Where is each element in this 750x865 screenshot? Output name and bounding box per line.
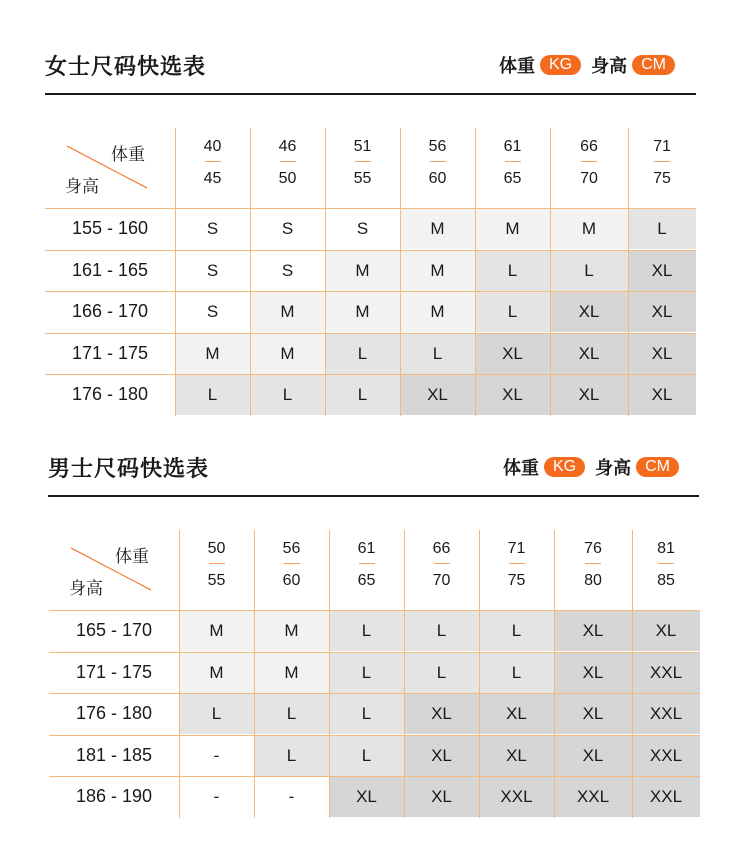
weight-range-min: 66 xyxy=(432,540,451,557)
column-divider xyxy=(400,128,401,416)
weight-range-max: 50 xyxy=(278,170,297,187)
men-header-rule xyxy=(48,495,699,497)
weight-range-min: 56 xyxy=(428,138,447,155)
weight-range-min: 51 xyxy=(353,138,372,155)
weight-range-max: 55 xyxy=(207,572,226,589)
column-divider xyxy=(179,530,180,818)
row-divider xyxy=(45,374,696,375)
column-divider xyxy=(250,128,251,416)
weight-range-header xyxy=(632,530,700,610)
column-divider xyxy=(325,128,326,416)
weight-range-header xyxy=(250,128,325,208)
size-cell: XL xyxy=(554,652,632,693)
weight-range-min: 71 xyxy=(507,540,526,557)
size-cell: XXL xyxy=(632,693,700,734)
range-separator xyxy=(505,161,521,162)
column-divider xyxy=(254,530,255,818)
range-separator xyxy=(509,563,525,564)
weight-range-max: 75 xyxy=(507,572,526,589)
range-separator xyxy=(209,563,225,564)
range-separator xyxy=(359,563,375,564)
size-cell: XL xyxy=(554,610,632,651)
row-height-label: 176 - 180 xyxy=(75,703,153,723)
size-cell: XL xyxy=(404,776,479,817)
weight-range-max: 55 xyxy=(353,170,372,187)
size-cell: M xyxy=(400,250,475,291)
weight-range-header xyxy=(628,128,696,208)
size-cell: - xyxy=(179,776,254,817)
height-label: 身高 xyxy=(595,458,632,478)
size-cell: M xyxy=(250,291,325,332)
size-cell: XXL xyxy=(632,652,700,693)
size-cell: L xyxy=(404,652,479,693)
weight-range-max: 60 xyxy=(282,572,301,589)
size-cell: L xyxy=(400,333,475,374)
weight-range-min: 61 xyxy=(503,138,522,155)
size-cell: L xyxy=(550,250,628,291)
range-separator xyxy=(434,563,450,564)
size-cell: XL xyxy=(628,291,696,332)
weight-range-header xyxy=(475,128,550,208)
weight-range-header xyxy=(404,530,479,610)
row-height-label: 161 - 165 xyxy=(71,259,149,280)
row-divider xyxy=(45,250,696,251)
weight-range-header xyxy=(179,530,254,610)
size-cell: XL xyxy=(479,735,554,776)
size-cell: XL xyxy=(632,610,700,651)
row-divider xyxy=(45,208,696,209)
height-unit-badge: CM xyxy=(632,55,675,75)
weight-range-header xyxy=(400,128,475,208)
size-cell: S xyxy=(175,250,250,291)
size-cell: XXL xyxy=(632,776,700,817)
weight-range-max: 70 xyxy=(432,572,451,589)
size-cell: L xyxy=(329,610,404,651)
size-cell: M xyxy=(400,208,475,249)
weight-range-max: 80 xyxy=(584,572,602,589)
size-cell: XL xyxy=(554,735,632,776)
range-separator xyxy=(205,161,221,162)
size-cell: L xyxy=(254,735,329,776)
size-cell: M xyxy=(475,208,550,249)
range-separator xyxy=(280,161,296,162)
weight-range-min: 40 xyxy=(203,138,222,155)
size-cell: M xyxy=(400,291,475,332)
row-height-label: 166 - 170 xyxy=(71,301,149,321)
weight-range-header xyxy=(554,530,632,610)
weight-range-min: 71 xyxy=(653,138,671,155)
size-cell: S xyxy=(250,208,325,249)
size-cell: XXL xyxy=(479,776,554,817)
corner-weight-label: 体重 xyxy=(111,145,145,164)
size-cell: S xyxy=(175,208,250,249)
height-label: 身高 xyxy=(591,56,628,76)
size-cell: L xyxy=(325,374,400,415)
weight-range-min: 76 xyxy=(584,540,602,557)
size-cell: XL xyxy=(554,693,632,734)
weight-label: 体重 xyxy=(498,56,535,76)
range-separator xyxy=(284,563,300,564)
size-cell: XL xyxy=(475,374,550,415)
size-cell: S xyxy=(250,250,325,291)
size-cell: L xyxy=(175,374,250,415)
size-cell: L xyxy=(479,610,554,651)
row-divider xyxy=(45,291,696,292)
weight-range-header xyxy=(325,128,400,208)
column-divider xyxy=(554,530,555,818)
range-separator xyxy=(654,161,670,162)
row-height-label: 155 - 160 xyxy=(71,218,149,238)
corner-height-label: 身高 xyxy=(65,177,99,196)
size-cell: M xyxy=(179,610,254,651)
size-cell: M xyxy=(254,652,329,693)
weight-range-min: 56 xyxy=(282,540,301,557)
men-title: 男士尺码快选表 xyxy=(48,456,210,481)
size-cell: L xyxy=(254,693,329,734)
women-size-table xyxy=(45,128,696,418)
size-cell: L xyxy=(329,735,404,776)
weight-range-min: 66 xyxy=(580,138,598,155)
size-cell: L xyxy=(329,693,404,734)
women-units xyxy=(499,52,675,78)
column-divider xyxy=(475,128,476,416)
corner-height-label: 身高 xyxy=(69,579,103,598)
size-cell: XL xyxy=(329,776,404,817)
weight-range-min: 81 xyxy=(657,540,675,557)
range-separator xyxy=(585,563,601,564)
corner-weight-label: 体重 xyxy=(115,547,149,566)
weight-range-header xyxy=(175,128,250,208)
weight-range-max: 60 xyxy=(428,170,447,187)
men-header xyxy=(0,452,750,492)
weight-range-header xyxy=(479,530,554,610)
column-divider xyxy=(632,530,633,818)
size-cell: - xyxy=(254,776,329,817)
women-header-rule xyxy=(45,93,696,95)
size-cell: L xyxy=(628,208,696,249)
column-divider xyxy=(550,128,551,416)
row-height-label: 181 - 185 xyxy=(75,744,153,765)
column-divider xyxy=(175,128,176,416)
weight-range-min: 46 xyxy=(278,138,297,155)
size-cell: L xyxy=(325,333,400,374)
weight-range-min: 50 xyxy=(207,540,226,557)
women-header xyxy=(0,50,750,90)
size-cell: XL xyxy=(628,333,696,374)
column-divider xyxy=(404,530,405,818)
weight-range-max: 70 xyxy=(580,170,598,187)
row-height-label: 171 - 175 xyxy=(71,342,149,363)
size-cell: S xyxy=(175,291,250,332)
men-size-table xyxy=(49,530,700,820)
size-cell: XL xyxy=(400,374,475,415)
size-cell: M xyxy=(325,250,400,291)
women-title: 女士尺码快选表 xyxy=(45,54,207,79)
size-cell: XL xyxy=(550,333,628,374)
men-units xyxy=(503,454,679,480)
size-cell: M xyxy=(250,333,325,374)
row-height-label: 186 - 190 xyxy=(75,786,153,806)
size-cell: M xyxy=(179,652,254,693)
table-corner-header xyxy=(49,530,179,610)
size-cell: L xyxy=(404,610,479,651)
row-divider xyxy=(49,652,700,653)
weight-range-header xyxy=(550,128,628,208)
row-divider xyxy=(45,333,696,334)
weight-unit-badge: KG xyxy=(540,55,581,75)
range-separator xyxy=(581,161,597,162)
size-cell: XL xyxy=(475,333,550,374)
size-cell: S xyxy=(325,208,400,249)
size-cell: L xyxy=(479,652,554,693)
size-cell: M xyxy=(175,333,250,374)
size-cell: L xyxy=(179,693,254,734)
weight-range-max: 85 xyxy=(657,572,675,589)
row-divider xyxy=(49,693,700,694)
weight-range-max: 65 xyxy=(503,170,522,187)
weight-range-max: 45 xyxy=(203,170,222,187)
row-height-label: 165 - 170 xyxy=(75,620,153,640)
weight-range-header xyxy=(254,530,329,610)
row-height-label: 171 - 175 xyxy=(75,661,153,682)
size-cell: XL xyxy=(479,693,554,734)
size-cell: XL xyxy=(628,250,696,291)
size-cell: XL xyxy=(628,374,696,415)
row-height-label: 176 - 180 xyxy=(71,384,149,404)
weight-label: 体重 xyxy=(502,458,539,478)
size-cell: XL xyxy=(404,735,479,776)
size-cell: XXL xyxy=(554,776,632,817)
column-divider xyxy=(329,530,330,818)
range-separator xyxy=(355,161,371,162)
size-cell: L xyxy=(329,652,404,693)
row-divider xyxy=(49,735,700,736)
weight-range-max: 75 xyxy=(653,170,671,187)
size-cell: L xyxy=(475,250,550,291)
size-cell: L xyxy=(475,291,550,332)
size-cell: XL xyxy=(550,374,628,415)
size-cell: XL xyxy=(550,291,628,332)
size-cell: L xyxy=(250,374,325,415)
range-separator xyxy=(430,161,446,162)
size-cell: M xyxy=(254,610,329,651)
column-divider xyxy=(628,128,629,416)
weight-unit-badge: KG xyxy=(544,457,585,477)
size-cell: XXL xyxy=(632,735,700,776)
height-unit-badge: CM xyxy=(636,457,679,477)
row-divider xyxy=(49,610,700,611)
range-separator xyxy=(658,563,674,564)
size-cell: M xyxy=(325,291,400,332)
row-divider xyxy=(49,776,700,777)
column-divider xyxy=(479,530,480,818)
size-cell: - xyxy=(179,735,254,776)
weight-range-max: 65 xyxy=(357,572,376,589)
size-cell: M xyxy=(550,208,628,249)
weight-range-header xyxy=(329,530,404,610)
table-corner-header xyxy=(45,128,175,208)
size-cell: XL xyxy=(404,693,479,734)
weight-range-min: 61 xyxy=(357,540,376,557)
